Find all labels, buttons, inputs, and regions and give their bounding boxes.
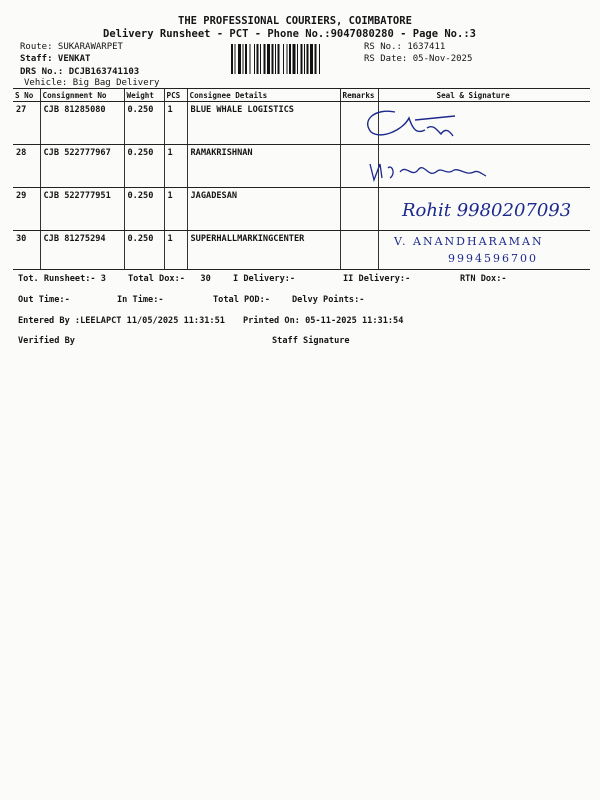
total-dox: Total Dox:- 30 bbox=[128, 274, 211, 284]
staff-label: Staff: VENKAT bbox=[20, 54, 91, 64]
cell-consignment: CJB 81275294 bbox=[40, 231, 124, 270]
cell-consignment: CJB 522777967 bbox=[40, 145, 124, 188]
cell-sno: 30 bbox=[13, 231, 40, 270]
col-pcs: PCS bbox=[164, 89, 187, 102]
route-label: Route: SUKARAWARPET bbox=[20, 42, 123, 52]
cell-sno: 29 bbox=[13, 188, 40, 231]
col-seal-signature: Seal & Signature bbox=[378, 89, 590, 102]
cell-pcs: 1 bbox=[164, 102, 187, 145]
printed-on: Printed On: 05-11-2025 11:31:54 bbox=[243, 316, 404, 326]
rtn-dox: RTN Dox:- bbox=[460, 274, 507, 284]
total-pod: Total POD:- bbox=[213, 295, 270, 305]
cell-pcs: 1 bbox=[164, 231, 187, 270]
cell-consignee: SUPERHALLMARKINGCENTER bbox=[187, 231, 340, 270]
i-delivery: I Delivery:- bbox=[233, 274, 296, 284]
total-runsheet: Tot. Runsheet:- 3 bbox=[18, 274, 106, 284]
cell-sno: 27 bbox=[13, 102, 40, 145]
cell-consignee: JAGADESAN bbox=[187, 188, 340, 231]
cell-consignee: RAMAKRISHNAN bbox=[187, 145, 340, 188]
handwritten-phone-row30: 9994596700 bbox=[448, 252, 538, 265]
col-remarks: Remarks bbox=[340, 89, 378, 102]
col-weight: Weight bbox=[124, 89, 164, 102]
signature-scribble-row28 bbox=[366, 154, 496, 188]
staff-signature: Staff Signature bbox=[272, 336, 350, 346]
entered-by: Entered By :LEELAPCT 11/05/2025 11:31:51 bbox=[18, 316, 225, 326]
signature-scribble-row27 bbox=[355, 100, 475, 146]
verified-by: Verified By bbox=[18, 336, 75, 346]
ii-delivery: II Delivery:- bbox=[343, 274, 411, 284]
cell-weight: 0.250 bbox=[124, 145, 164, 188]
cell-weight: 0.250 bbox=[124, 188, 164, 231]
cell-consignment: CJB 81285080 bbox=[40, 102, 124, 145]
table-header-row bbox=[13, 89, 590, 102]
handwritten-contact-row29: Rohit 9980207093 bbox=[402, 200, 572, 221]
col-consignee: Consignee Details bbox=[187, 89, 340, 102]
table-row bbox=[13, 102, 590, 145]
cell-remarks bbox=[340, 231, 378, 270]
company-title: THE PROFESSIONAL COURIERS, COIMBATORE bbox=[178, 15, 412, 27]
cell-pcs: 1 bbox=[164, 188, 187, 231]
cell-consignment: CJB 522777951 bbox=[40, 188, 124, 231]
vehicle-label: Vehicle: Big Bag Delivery bbox=[24, 78, 160, 88]
cell-remarks bbox=[340, 188, 378, 231]
cell-weight: 0.250 bbox=[124, 231, 164, 270]
rs-date: RS Date: 05-Nov-2025 bbox=[364, 54, 473, 64]
cell-sno: 28 bbox=[13, 145, 40, 188]
table-row bbox=[13, 145, 590, 188]
out-time: Out Time:- bbox=[18, 295, 70, 305]
delvy-points: Delvy Points:- bbox=[292, 295, 365, 305]
cell-pcs: 1 bbox=[164, 145, 187, 188]
rs-number: RS No.: 1637411 bbox=[364, 42, 446, 52]
col-sno: S No bbox=[13, 89, 40, 102]
runsheet-subtitle: Delivery Runsheet - PCT - Phone No.:9047080280 - Page No.:3 bbox=[103, 28, 476, 40]
cell-weight: 0.250 bbox=[124, 102, 164, 145]
handwritten-name-row30: V. ANANDHARAMAN bbox=[394, 235, 544, 248]
barcode bbox=[231, 44, 359, 74]
cell-consignee: BLUE WHALE LOGISTICS bbox=[187, 102, 340, 145]
drs-number: DRS No.: DCJB163741103 bbox=[20, 67, 140, 77]
in-time: In Time:- bbox=[117, 295, 164, 305]
col-consignment: Consignment No bbox=[40, 89, 124, 102]
